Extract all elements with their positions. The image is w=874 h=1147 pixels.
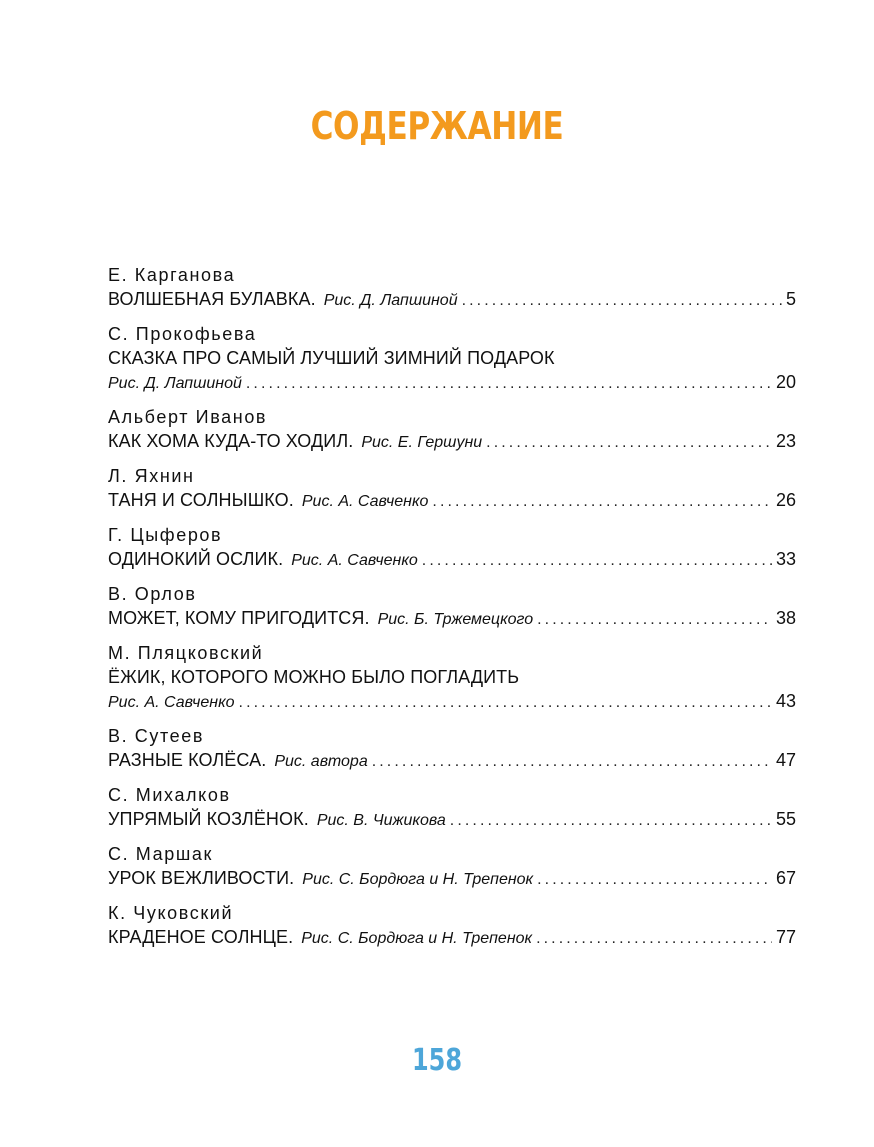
- entry-author: В. Орлов: [108, 584, 197, 604]
- entry-line: [108, 866, 796, 892]
- entry-title: ВОЛШЕБНАЯ БУЛАВКА.: [108, 289, 316, 309]
- entry-page-number: 26: [775, 490, 796, 510]
- toc-entry: [108, 901, 796, 951]
- toc-entry: [108, 263, 796, 313]
- dot-leader: [239, 691, 772, 715]
- toc-entry: [108, 724, 796, 774]
- entry-title: КРАДЕНОЕ СОЛНЦЕ.: [108, 927, 294, 947]
- entry-page-number: 23: [775, 431, 796, 451]
- entry-page-number: 38: [775, 608, 796, 628]
- entry-illustrator: Рис. Е. Гершуни: [361, 434, 483, 451]
- entry-author: К. Чуковский: [108, 903, 234, 923]
- entry-author: Альберт Иванов: [108, 407, 268, 427]
- entry-line: [108, 370, 796, 396]
- entry-page-number: 47: [775, 750, 796, 770]
- entry-title: КАК ХОМА КУДА-ТО ХОДИЛ.: [108, 431, 354, 451]
- toc-entry: [108, 842, 796, 892]
- entry-illustrator: Рис. автора: [274, 753, 368, 770]
- entry-line: [108, 606, 796, 632]
- dot-leader: [537, 868, 772, 892]
- entry-author: М. Пляцковский: [108, 643, 264, 663]
- entry-illustrator: Рис. В. Чижикова: [316, 812, 446, 829]
- entry-line: [108, 925, 796, 951]
- entry-page-number: 20: [775, 372, 796, 392]
- entry-illustrator: Рис. Б. Тржемецкого: [377, 611, 534, 628]
- entry-illustrator: Рис. А. Савченко: [301, 493, 429, 510]
- entry-page-number: 5: [785, 289, 796, 309]
- entry-line: [108, 287, 796, 313]
- dot-leader: [536, 927, 772, 951]
- entry-page-number: 77: [775, 927, 796, 947]
- entry-title: ТАНЯ И СОЛНЫШКО.: [108, 490, 294, 510]
- toc-entry: [108, 322, 796, 396]
- entry-title: МОЖЕТ, КОМУ ПРИГОДИТСЯ.: [108, 608, 370, 628]
- entry-title: УПРЯМЫЙ КОЗЛЁНОК.: [108, 809, 309, 829]
- entry-title: РАЗНЫЕ КОЛЁСА.: [108, 750, 267, 770]
- entry-line: [108, 547, 796, 573]
- entry-title: УРОК ВЕЖЛИВОСТИ.: [108, 868, 295, 888]
- entry-illustrator: Рис. С. Бордюга и Н. Трепенок: [302, 871, 534, 888]
- entry-author: Е. Карганова: [108, 265, 236, 285]
- entry-illustrator: Рис. А. Савченко: [291, 552, 418, 569]
- dot-leader: [432, 490, 772, 514]
- entry-line: [108, 488, 796, 514]
- entry-author: С. Маршак: [108, 844, 213, 864]
- dot-leader: [486, 431, 772, 455]
- page-number: 158: [411, 1043, 463, 1078]
- entry-illustrator: Рис. А. Савченко: [108, 694, 235, 711]
- entry-page-number: 55: [775, 809, 796, 829]
- entry-author: В. Сутеев: [108, 726, 205, 746]
- entry-page-number: 43: [775, 691, 796, 711]
- page-title: СОДЕРЖАНИЕ: [310, 104, 564, 148]
- toc-entry: [108, 405, 796, 455]
- toc-entry: [108, 582, 796, 632]
- entry-title: ОДИНОКИЙ ОСЛИК.: [108, 549, 284, 569]
- entry-author: Г. Цыферов: [108, 525, 223, 545]
- dot-leader: [450, 809, 772, 833]
- table-of-contents: [108, 263, 796, 960]
- entry-line: [108, 807, 796, 833]
- entry-line: [108, 748, 796, 774]
- toc-entry: [108, 464, 796, 514]
- entry-author: Л. Яхнин: [108, 466, 195, 486]
- entry-illustrator: Рис. С. Бордюга и Н. Трепенок: [301, 930, 533, 947]
- dot-leader: [537, 608, 772, 632]
- toc-entry: [108, 783, 796, 833]
- entry-page-number: 67: [775, 868, 796, 888]
- entry-author: С. Прокофьева: [108, 324, 257, 344]
- entry-illustrator: Рис. Д. Лапшиной: [323, 292, 458, 309]
- entry-author: С. Михалков: [108, 785, 231, 805]
- dot-leader: [372, 750, 772, 774]
- dot-leader: [422, 549, 772, 573]
- entry-illustrator: Рис. Д. Лапшиной: [108, 375, 242, 392]
- entry-line: [108, 689, 796, 715]
- entry-title: СКАЗКА ПРО САМЫЙ ЛУЧШИЙ ЗИМНИЙ ПОДАРОК: [108, 348, 555, 368]
- toc-entry: [108, 641, 796, 715]
- dot-leader: [246, 372, 772, 396]
- toc-entry: [108, 523, 796, 573]
- entry-title: ЁЖИК, КОТОРОГО МОЖНО БЫЛО ПОГЛАДИТЬ: [108, 667, 520, 687]
- entry-page-number: 33: [775, 549, 796, 569]
- entry-line: [108, 429, 796, 455]
- dot-leader: [462, 289, 782, 313]
